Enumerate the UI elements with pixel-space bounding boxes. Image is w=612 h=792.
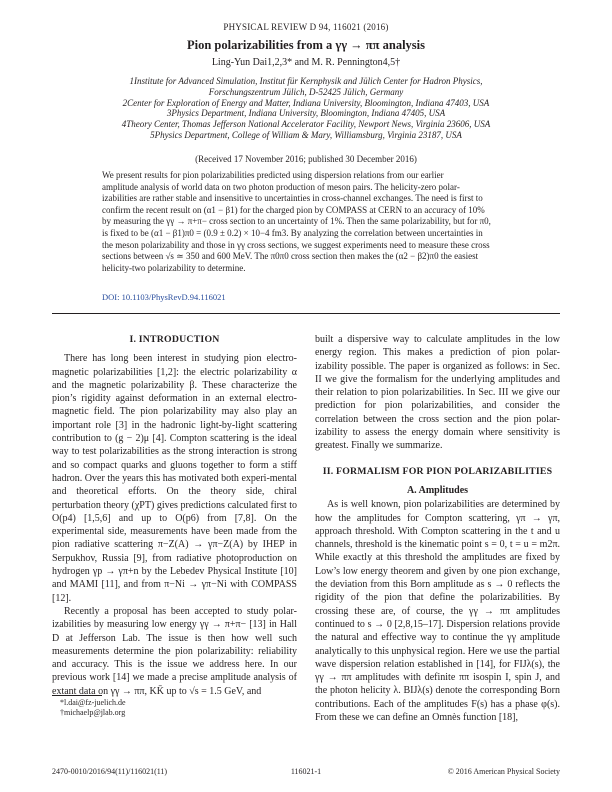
abstract <box>102 170 510 274</box>
doi-line <box>102 292 226 302</box>
journal-header: PHYSICAL REVIEW D 94, 116021 (2016) <box>223 22 389 32</box>
section-divider <box>52 313 560 314</box>
left-column <box>52 333 297 698</box>
abstract-line: amplitude analysis of world data on two photon production of meson pairs. The helicity-zero polar- <box>102 181 460 192</box>
abstract-line: helicity-two polarizability to determine. <box>102 262 246 273</box>
subsection-heading-amplitudes: A. Amplitudes <box>406 484 469 496</box>
footer-page-number: 116021-1 <box>290 767 322 776</box>
intro-paragraph-2: Recently a proposal has been accepted to study polar-izabilities by measuring low energy γγ → π+π− [13] in Hall D at Jefferson Lab. The issue is then how well such measurements determine the pion polarizability: reliability and accuracy. This is the issue we address here. In our previous work [14] we made a precise amplitude analysis of extant data on γγ → ππ, KK̄ up to √s = 1.5 GeV, and <box>52 605 297 697</box>
doi-link[interactable]: DOI: 10.1103/PhysRevD.94.116021 <box>102 292 226 302</box>
footnote-email-pennington[interactable]: †michaelp@jlab.org <box>60 708 126 717</box>
affiliations <box>40 76 572 141</box>
affiliation: 3Physics Department, Indiana University, Bloomington, Indiana 47405, USA <box>166 108 446 119</box>
abstract-line: We present results for pion polarizabilities predicted using dispersion relations from our earlier <box>102 170 444 180</box>
right-column <box>315 333 560 724</box>
paper-title: Pion polarizabilities from a γγ → ππ analysis <box>186 38 425 52</box>
footnotes <box>60 698 126 718</box>
affiliation: Forschungszentrum Jülich, D-52425 Jülich, Germany <box>208 86 404 97</box>
author-list: Ling-Yun Dai1,2,3* and M. R. Pennington4,5† <box>211 57 401 68</box>
footnote-divider <box>52 695 102 696</box>
affiliation: 2Center for Exploration of Energy and Matter, Indiana University, Bloomington, Indiana 47403, USA <box>122 97 490 108</box>
abstract-line: is fixed to be (α1 − β1)π0 = (0.9 ± 0.2) × 10−4 fm3. By analyzing the correlation between uncertainties in <box>102 227 483 238</box>
affiliation: 1Institute for Advanced Simulation, Institut für Kernphysik and Jülich Center for Hadron Physics, <box>129 76 483 86</box>
abstract-line: confirm the recent result on (α1 − β1) for the charged pion by COMPASS at CERN to an accuracy of 10% <box>102 204 485 215</box>
affiliation: 4Theory Center, Thomas Jefferson National Accelerator Facility, Newport News, Virginia 23606, USA <box>121 119 491 130</box>
abstract-line: izabilities are rather stable and insensitive to uncertainties in cross-channel exchanges. The need is first to <box>102 193 483 204</box>
intro-paragraph-1: There has long been interest in studying pion electro-magnetic polarizabilities [1,2]: the electric polarizability α and the magnetic polarizability β. These characterize the pion’s rigidity against deformation in an external electro-magnetic field. The pion polarizability may also play an important role [3] in the hadronic light-by-light scattering contribution to (g − 2)μ [4]. Compton scattering is the ideal way to test polarizabilities as the strong interaction is strong and so compact quarks and gluons together to form a stiff hadron. Over the years this has motivated both experi-mental and theoretical efforts. On the theory side, chiral perturbation theory (χPT) gives predictions calculated first to O(p4) [1,5,6] and up to O(p6) from [7,8]. On the experimental side, measurements have been made from the pion radiative scattering π−Z(A) → γπ−Z(A) by IHEP in Serpukhov, Russia [9], from radiative photoproduction on hydrogen γp → γπ+n by the Lebedev Physical Institute [10] and MAMI [11], and from π−Ni → γπ−Ni with COMPASS [12]. <box>52 353 297 604</box>
abstract-line: the meson polarizability and those in γγ cross sections, we suggest experiments need to measure these cross <box>102 239 490 250</box>
abstract-line: sections between √s ≃ 350 and 600 MeV. The π0π0 cross section then makes the (α2 − β2)π0 the easiest <box>102 251 479 262</box>
abstract-line: by measuring the γγ → π+π− cross section to an uncertainty of 1%. Then the same polarizability, but for π0, <box>102 216 491 227</box>
footer-issn: 2470-0010/2016/94(11)/116021(11) <box>52 767 168 776</box>
footer-copyright: © 2016 American Physical Society <box>447 767 560 776</box>
footnote-email-dai[interactable]: *l.dai@fz-juelich.de <box>60 698 126 707</box>
section-heading-formalism: II. FORMALISM FOR PION POLARIZABILITIES <box>322 465 553 477</box>
intro-paragraph-3: built a dispersive way to calculate amplitudes in the low energy region. This makes a prediction of pion polar-izability possible. The paper is organized as follows: in Sec. II we give the formalism for the underlying amplitudes and their relation to pion polarizabilities. In Sec. III we give our prediction for pion polarizabilities, and consider the correlation between the cross section and the pion polar-izability to assess the energy domain where sensitivity is greatest. Finally we summarize. <box>315 334 560 452</box>
amplitudes-paragraph: As is well known, pion polarizabilities are determined by how the amplitudes for Compton scattering, γπ → γπ, approach threshold. With Compton scattering in the t and u channels, threshold is the kinematic point s = 0, t = u = m2π. While exactly at this threshold the amplitudes are fixed by Low’s low energy theorem and given by one pion exchange, the deviation from this Born amplitude as s → 0 reflects the rigidity of the pion that define the polarizabilities. By crossing these are, of course, the γγ → ππ amplitudes continued to s → 0 [2,8,15–17]. Dispersion relations provide the natural and effective way to continue the γγ amplitude analytically to this unphysical region. Here we use the partial wave dispersion relation established in [14], for FIJλ(s), the γγ → ππ amplitudes with definite ππ isospin I, spin J, and the photon helicity λ. BIJλ(s) denote the corresponding Born contributions. Each of the amplitudes F(s) has a phase φ(s). From these we can define an Omnès function [18], <box>315 499 560 724</box>
received-date: (Received 17 November 2016; published 30 December 2016) <box>195 154 417 164</box>
section-heading-introduction: I. INTRODUCTION <box>129 334 220 345</box>
affiliation: 5Physics Department, College of William & Mary, Williamsburg, Virginia 23187, USA <box>150 129 462 140</box>
